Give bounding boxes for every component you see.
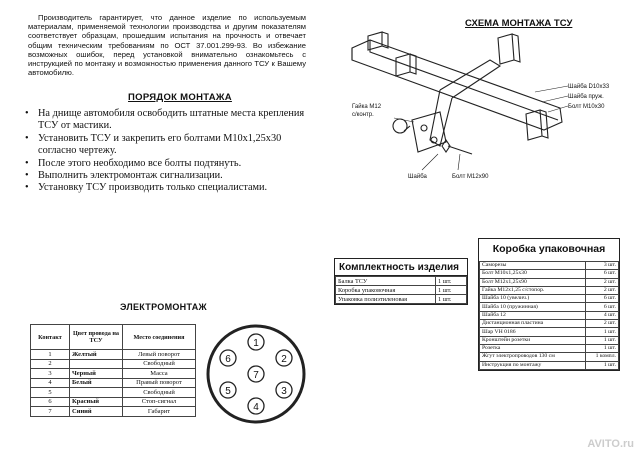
label-washer-d10: Шайба D10x33 [568,84,610,90]
col-place: Место соединения [123,325,196,350]
step-item: • Выполнить электромонтаж сигнализации. [22,170,318,182]
box-item-qty: 1 шт. [586,344,619,352]
kit-item-qty: 1 шт. [436,277,467,286]
table-row [336,277,467,286]
wiring-table [30,324,196,417]
kit-title: Комплектность изделия [335,259,467,276]
box-item-name: Инструкция по монтажу [480,361,586,369]
cell-place: Свободный [123,359,196,369]
cell-color: Черный [70,369,123,379]
table-row [336,286,467,295]
box-contents-table [478,238,620,371]
label-washer: Шайба [408,174,427,180]
table-row [480,344,619,352]
table-row [31,397,196,407]
box-item-name: Жгут электропроводов 130 см [480,353,586,361]
box-item-qty: 6 шт. [586,303,619,311]
socket-diagram [204,322,308,426]
cell-contact: 6 [31,397,70,407]
table-row [480,328,619,336]
box-item-name: Розетка [480,344,586,352]
col-color: Цвет провода на ТСУ [70,325,123,350]
box-item-qty: 4 шт. [586,311,619,319]
table-row [31,378,196,388]
box-item-name: Дистанционная пластина [480,320,586,328]
kit-item-name: Балка ТСУ [336,277,436,286]
step-item: • После этого необходимо все болты подтянуть. [22,158,318,170]
box-item-qty: 2 шт. [586,278,619,286]
table-row [480,320,619,328]
guarantee-text [28,13,306,77]
box-item-name: Болт М12х1,25х90 [480,278,586,286]
cell-place: Габарит [123,407,196,417]
box-item-qty: 1 компл. [586,353,619,361]
cell-place: Правый поворот [123,378,196,388]
table-row [480,295,619,303]
pin-label-5: 5 [225,386,231,397]
box-item-qty: 2 шт. [586,286,619,294]
pin-label-2: 2 [281,354,287,365]
pin-label-3: 3 [281,386,287,397]
label-nut-m12-sub: с/контр. [352,112,374,118]
table-row [480,336,619,344]
kit-item-name: Коробка упаковочная [336,286,436,295]
cell-place: Свободный [123,388,196,398]
cell-color: Красный [70,397,123,407]
cell-color: Белый [70,378,123,388]
col-contact: Контакт [31,325,70,350]
table-row [480,311,619,319]
box-item-name: Кронштейн розетки [480,336,586,344]
kit-item-name: Упаковка полиэтиленовая [336,295,436,304]
cell-color: Синий [70,407,123,417]
cell-contact: 3 [31,369,70,379]
box-item-qty: 2 шт. [586,320,619,328]
watermark: AVITO.ru [587,438,634,450]
label-washer-spring: Шайба пруж. [568,94,604,100]
scheme-title: СХЕМА МОНТАЖА ТСУ [465,18,573,29]
table-row [480,361,619,369]
box-item-name: Шар VH 0186 [480,328,586,336]
step-item: • На днище автомобиля освободить штатные места крепления ТСУ от мастики. [22,108,318,133]
box-item-name: Шайба 10 (пружинная) [480,303,586,311]
kit-table [334,258,468,305]
cell-color [70,359,123,369]
step-item: • Установить ТСУ и закрепить его болтами М10х1,25х30 согласно чертежу. [22,133,318,158]
cell-contact: 4 [31,378,70,388]
cell-place: Масса [123,369,196,379]
table-row [480,353,619,361]
table-row [480,303,619,311]
cell-place: Стоп-сигнал [123,397,196,407]
box-item-name: Шайба 10 (увелич.) [480,295,586,303]
label-bolt-m10: Болт М10х30 [568,104,605,110]
box-item-name: Гайка М12х1,25 с/стопор. [480,286,586,294]
label-nut-m12: Гайка М12 [352,104,382,110]
pin-label-4: 4 [253,402,259,413]
box-item-qty: 1 шт. [586,361,619,369]
installation-order-title: ПОРЯДОК МОНТАЖА [128,92,232,103]
pin-label-1: 1 [253,338,259,349]
table-row [31,359,196,369]
box-title: Коробка упаковочная [492,243,606,255]
table-row [336,295,467,304]
table-row [480,262,619,270]
label-bolt-m12: Болт М12х90 [452,174,489,180]
cell-color: Желтый [70,350,123,360]
box-item-qty: 1 шт. [586,328,619,336]
box-item-qty: 3 шт. [586,262,619,270]
box-item-qty: 6 шт. [586,270,619,278]
table-row [480,270,619,278]
guarantee-paragraph: Производитель гарантирует, что данное изделие по используемым материалам, применяемой технологии производства и другим показателям соответствует образцам, прошедшим испытания на прочность и отвечает общим техническим требованиям по ОСТ 37.001.299-93. Во избежание возможных ошибок, перед установкой внимательно ознакомьтесь с инструкцией по монтажу и возможностью применения данного ТСУ к Вашему автомобилю. [28,13,306,78]
cell-contact: 2 [31,359,70,369]
cell-contact: 1 [31,350,70,360]
kit-item-qty: 1 шт. [436,286,467,295]
cell-contact: 7 [31,407,70,417]
cell-color [70,388,123,398]
table-row [31,369,196,379]
kit-item-qty: 1 шт. [436,295,467,304]
installation-steps [22,108,318,195]
table-row [31,388,196,398]
table-row [480,278,619,286]
pin-label-6: 6 [225,354,231,365]
table-row [480,286,619,294]
cell-contact: 5 [31,388,70,398]
table-row [31,350,196,360]
cell-place: Левый поворот [123,350,196,360]
table-header-row [31,325,196,350]
box-item-qty: 6 шт. [586,295,619,303]
box-item-qty: 1 шт. [586,336,619,344]
pin-label-7: 7 [253,370,259,381]
electro-title: ЭЛЕКТРОМОНТАЖ [120,302,207,312]
table-row [31,407,196,417]
box-item-name: Саморезы [480,262,586,270]
box-item-name: Шайба 12 [480,311,586,319]
step-item: • Установку ТСУ производить только специалистами. [22,182,318,194]
box-item-name: Болт М10х1,25х30 [480,270,586,278]
